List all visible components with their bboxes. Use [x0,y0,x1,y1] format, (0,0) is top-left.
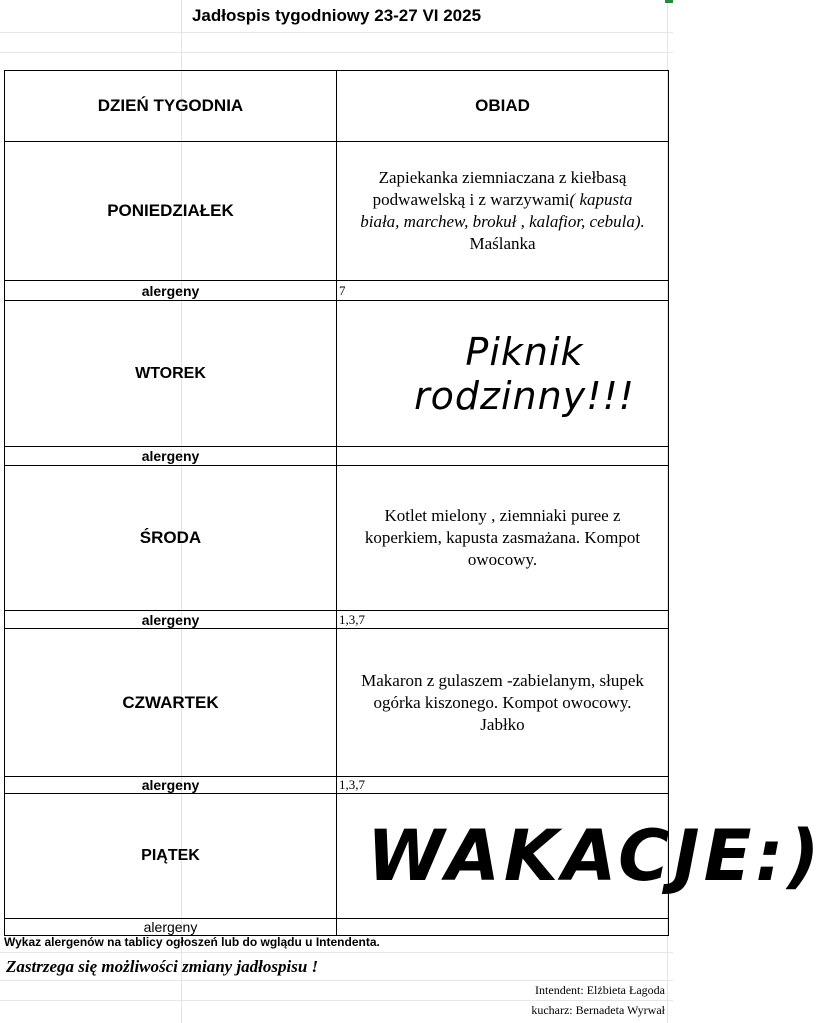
grid-line [0,1000,673,1001]
allergen-label: alergeny [5,777,337,794]
allergen-label: alergeny [5,281,337,301]
dish-lead: Zapiekanka ziemniaczana z kiełbasą podwawelską i z warzywami [372,168,627,209]
allergen-value [337,447,669,466]
meal-column-header: OBIAD [337,71,669,142]
grid-line [0,980,673,981]
special-event-text: WAKACJE:) [337,794,669,919]
day-name: CZWARTEK [5,629,337,777]
allergen-info-note: Wykaz alergenów na tablicy ogłoszeń lub do wglądu u Intendenta. [4,935,380,949]
day-name: PIĄTEK [5,794,337,919]
allergen-value: 7 [337,281,669,301]
menu-table [4,70,823,936]
allergen-row [5,447,669,466]
cook-signature: kucharz: Bernadeta Wyrwał [531,1003,665,1017]
menu-change-disclaimer: Zastrzega się możliwości zmiany jadłospisu ! [6,957,319,976]
allergen-value [337,919,669,936]
special-event-text: Piknik rodzinny!!! [337,301,669,447]
allergen-label: alergeny [5,611,337,629]
allergen-row [5,919,669,936]
dish-tail: Maślanka [469,234,536,253]
dish-text [337,142,669,281]
grid-line [0,32,673,33]
day-name: WTOREK [5,301,337,447]
dish-text: Makaron z gulaszem -zabielanym, słupek ogórka kiszonego. Kompot owocowy. Jabłko [337,629,669,777]
grid-line [0,952,673,953]
dish-text: Kotlet mielony , ziemniaki puree z koperkiem, kapusta zasmażana. Kompot owocowy. [337,466,669,611]
header-row [5,71,669,142]
allergen-value: 1,3,7 [337,611,669,629]
allergen-value: 1,3,7 [337,777,669,794]
day-column-header: DZIEŃ TYGODNIA [5,71,337,142]
allergen-row [5,777,669,794]
day-row-tuesday [5,301,669,447]
allergen-row [5,281,669,301]
day-row-monday [5,142,669,281]
page-title: Jadłospis tygodniowy 23-27 VI 2025 [191,6,482,25]
day-row-thursday [5,629,669,777]
grid-line [0,52,673,53]
intendent-signature: Intendent: Elżbieta Łagoda [535,983,665,997]
day-name: ŚRODA [5,466,337,611]
allergen-row [5,611,669,629]
day-row-friday [5,794,669,919]
cell-selection-marker [665,0,673,3]
day-row-wednesday [5,466,669,611]
day-name: PONIEDZIAŁEK [5,142,337,281]
allergen-label: alergeny [5,447,337,466]
dish-ingredients: ( kapusta biała, marchew, brokuł , kalafior, cebula). [360,190,645,231]
allergen-label: alergeny [5,919,337,936]
